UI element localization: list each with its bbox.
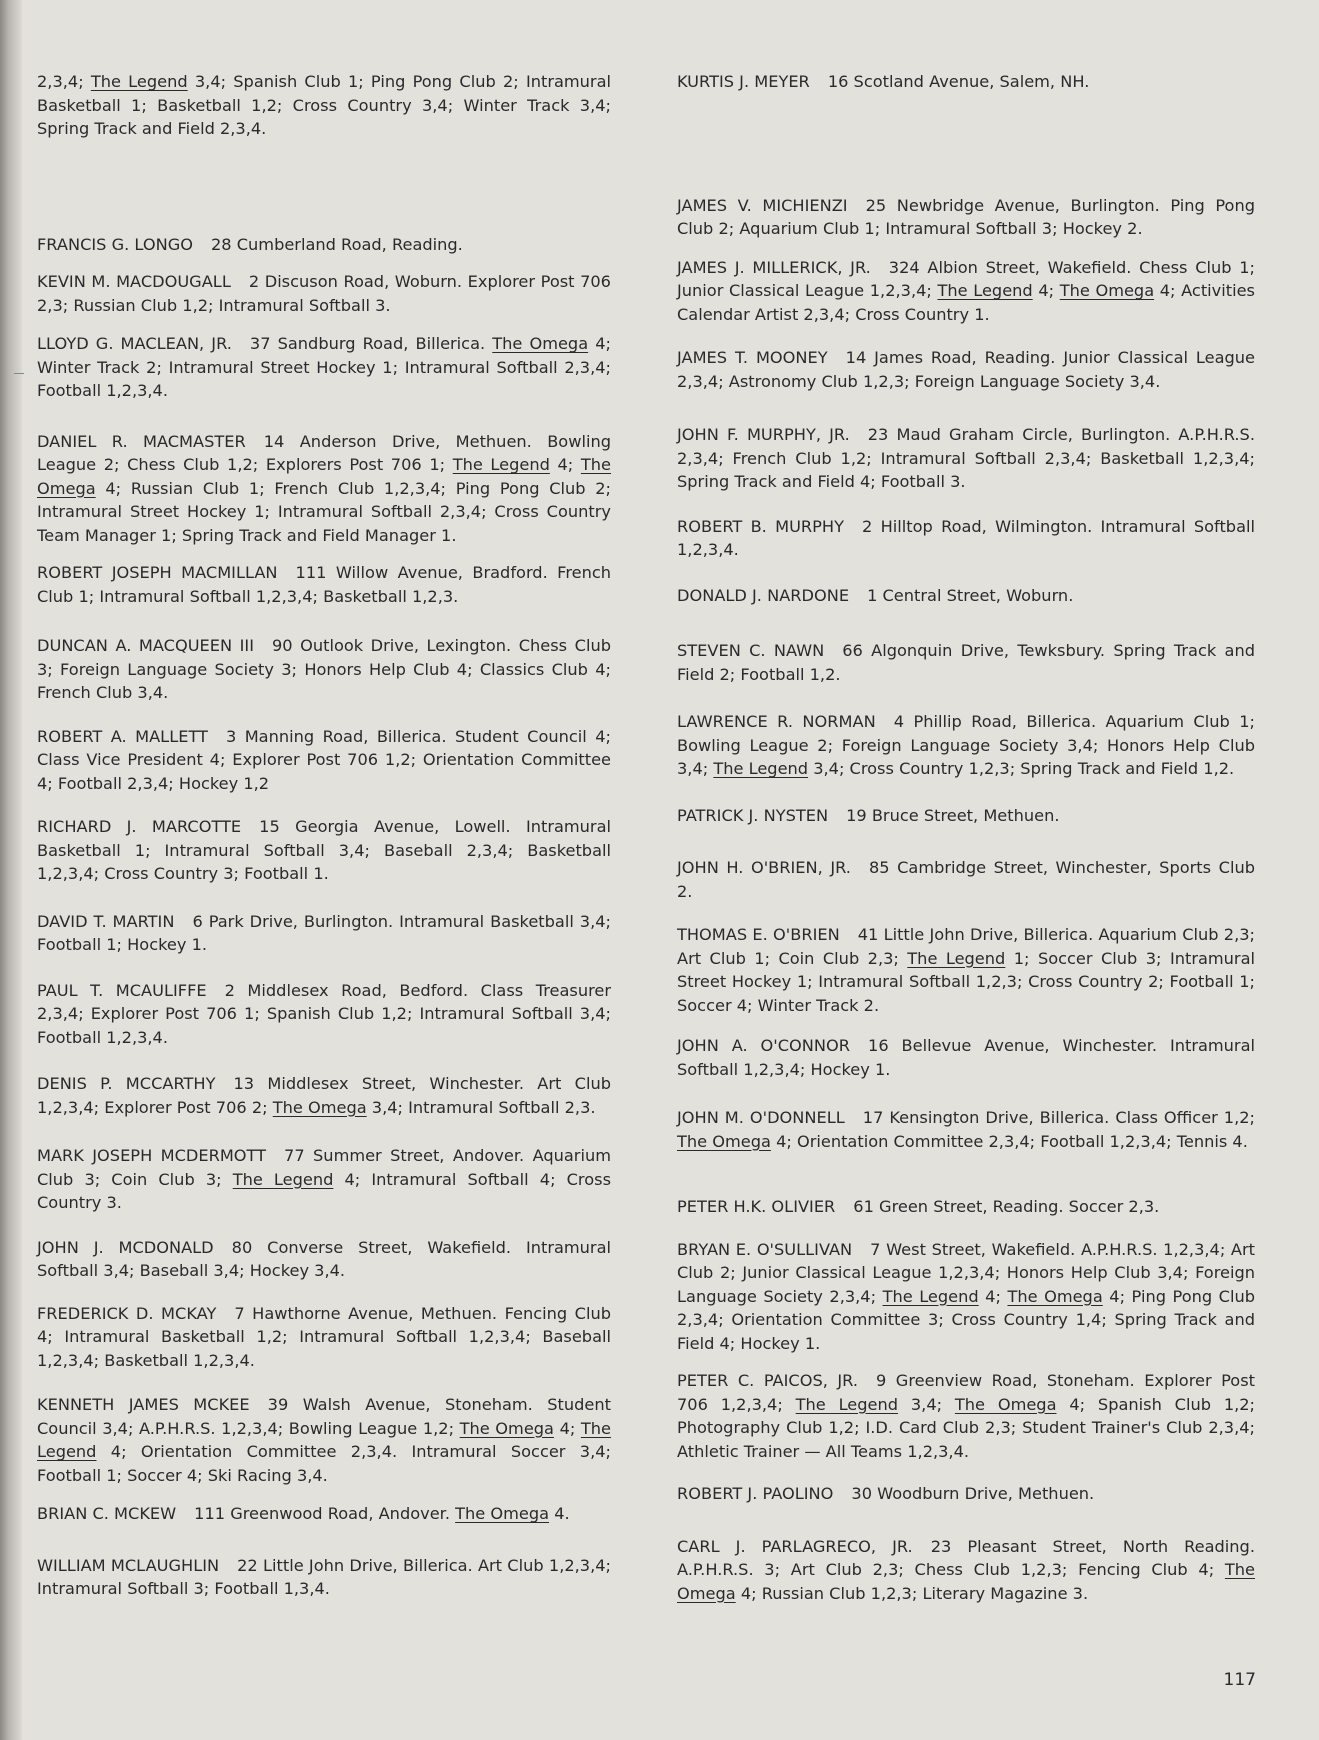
publication-title: The Omega <box>455 1504 550 1523</box>
right-column <box>677 70 1255 1605</box>
student-name: CARL J. PARLAGRECO, JR. <box>677 1536 913 1556</box>
student-name: PATRICK J. NYSTEN <box>677 805 829 825</box>
student-entry: DENIS P. MCCARTHY 13 Middlesex Street, Winchester. Art Club 1,2,3,4; Explorer Post 706 2; The Omega 3,4; Intramural Softball 2,3. <box>37 1074 611 1117</box>
student-entry: DAVID T. MARTIN 6 Park Drive, Burlington. Intramural Basketball 3,4; Football 1; Hockey 1. <box>37 911 612 954</box>
publication-title: The Legend <box>90 72 188 91</box>
student-name: PAUL T. MCAULIFFE <box>37 980 207 1000</box>
student-name: DANIEL R. MACMASTER <box>37 431 246 451</box>
publication-title: The Legend <box>232 1169 334 1189</box>
publication-title: The Legend <box>795 1394 899 1414</box>
publication-title: The Legend <box>882 1286 979 1306</box>
student-entry: JOHN H. O'BRIEN, JR. 85 Cambridge Street, Winchester, Sports Club 2. <box>677 858 1255 901</box>
margin-mark <box>14 373 24 374</box>
student-name: FRANCIS G. LONGO <box>37 234 193 254</box>
student-name: DONALD J. NARDONE <box>677 585 850 605</box>
page-number: 117 <box>1223 1670 1256 1690</box>
publication-title: The Legend <box>907 948 1006 968</box>
publication-title: The Omega <box>1007 1286 1103 1306</box>
student-name: JAMES T. MOONEY <box>677 348 828 367</box>
student-name: JOHN M. O'DONNELL <box>677 1108 845 1127</box>
student-entry: JAMES T. MOONEY 14 James Road, Reading. Junior Classical League 2,3,4; Astronomy Club 1,2,3; Foreign Language Society 3,4. <box>677 348 1255 391</box>
student-entry: DANIEL R. MACMASTER 14 Anderson Drive, Methuen. Bowling League 2; Chess Club 1,2; Explorers Post 706 1; The Legend 4; The Omega 4; Russian Club 1; French Club 1,2,3,4; Ping Pong Club 2; Intramural Street Hockey 1; Intramural Softball 2,3,4; Cross Country Team Manager 1; Spring Track and Field Manager 1. <box>37 431 611 545</box>
student-name: KEVIN M. MACDOUGALL <box>37 272 231 291</box>
publication-title: The Omega <box>37 455 611 498</box>
student-name: LAWRENCE R. NORMAN <box>677 712 876 731</box>
student-entry: BRIAN C. MCKEW 111 Greenwood Road, Andover. The Omega 4. <box>37 1504 570 1523</box>
publication-title: The Omega <box>1059 281 1155 300</box>
student-entry: PATRICK J. NYSTEN 19 Bruce Street, Methuen. <box>677 805 1060 825</box>
student-name: ROBERT JOSEPH MACMILLAN <box>37 563 278 582</box>
publication-title: The Omega <box>459 1418 554 1438</box>
student-entry: JOHN J. MCDONALD 80 Converse Street, Wakefield. Intramural Softball 3,4; Baseball 3,4; Hockey 3,4. <box>37 1237 611 1280</box>
left-column <box>37 70 611 1601</box>
publication-title: The Omega <box>954 1394 1057 1414</box>
publication-title: The Omega <box>677 1560 1255 1603</box>
student-entry: KURTIS J. MEYER 16 Scotland Avenue, Salem, NH. <box>677 72 1090 91</box>
student-entry: JAMES V. MICHIENZI 25 Newbridge Avenue, Burlington. Ping Pong Club 2; Aquarium Club 1; Intramural Softball 3; Hockey 2. <box>677 195 1255 238</box>
publication-title: The Omega <box>272 1097 367 1117</box>
student-name: ROBERT B. MURPHY <box>677 516 844 536</box>
student-entry: LLOYD G. MACLEAN, JR. 37 Sandburg Road, Billerica. The Omega 4; Winter Track 2; Intramural Street Hockey 1; Intramural Softball 2,3,4; Football 1,2,3,4. <box>37 334 611 400</box>
student-entry: JAMES J. MILLERICK, JR. 324 Albion Street, Wakefield. Chess Club 1; Junior Classical League 1,2,3,4; The Legend 4; The Omega 4; Activities Calendar Artist 2,3,4; Cross Country 1. <box>677 257 1255 324</box>
student-entry: FRANCIS G. LONGO 28 Cumberland Road, Reading. <box>37 234 463 254</box>
student-name: JOHN A. O'CONNOR <box>677 1036 851 1055</box>
student-name: RICHARD J. MARCOTTE <box>37 817 242 836</box>
student-entry: FREDERICK D. MCKAY 7 Hawthorne Avenue, Methuen. Fencing Club 4; Intramural Basketball 1,2; Intramural Softball 1,2,3,4; Baseball 1,2,3,4; Basketball 1,2,3,4. <box>37 1303 611 1370</box>
student-name: JOHN F. MURPHY, JR. <box>677 425 850 444</box>
student-name: STEVEN C. NAWN <box>677 641 825 660</box>
student-name: JAMES J. MILLERICK, JR. <box>677 257 871 277</box>
student-name: DENIS P. MCCARTHY <box>37 1074 216 1093</box>
student-name: LLOYD G. MACLEAN, JR. <box>37 334 232 353</box>
student-name: KENNETH JAMES MCKEE <box>37 1395 250 1414</box>
student-entry: KEVIN M. MACDOUGALL 2 Discuson Road, Woburn. Explorer Post 706 2,3; Russian Club 1,2; Intramural Softball 3. <box>37 272 611 315</box>
publication-title: The Legend <box>37 1418 612 1461</box>
student-entry: ROBERT J. PAOLINO 30 Woodburn Drive, Methuen. <box>677 1484 1095 1503</box>
student-name: FREDERICK D. MCKAY <box>37 1303 217 1323</box>
student-entry: WILLIAM MCLAUGHLIN 22 Little John Drive, Billerica. Art Club 1,2,3,4; Intramural Softball 3; Football 1,3,4. <box>37 1555 611 1598</box>
student-name: WILLIAM MCLAUGHLIN <box>37 1555 220 1575</box>
page-binding-shadow <box>0 0 22 1740</box>
student-entry: MARK JOSEPH MCDERMOTT 77 Summer Street, Andover. Aquarium Club 3; Coin Club 3; The Legend 4; Intramural Softball 4; Cross Country 3. <box>37 1146 612 1212</box>
student-entry: PETER H.K. OLIVIER 61 Green Street, Reading. Soccer 2,3. <box>677 1197 1160 1216</box>
student-entry: 2,3,4; The Legend 3,4; Spanish Club 1; Ping Pong Club 2; Intramural Basketball 1; Basketball 1,2; Cross Country 3,4; Winter Track 3,4; Spring Track and Field 2,3,4. <box>37 72 612 138</box>
student-entry: JOHN M. O'DONNELL 17 Kensington Drive, Billerica. Class Officer 1,2; The Omega 4; Orientation Committee 2,3,4; Football 1,2,3,4; Tennis 4. <box>677 1108 1255 1151</box>
student-name: ROBERT A. MALLETT <box>37 726 208 746</box>
student-name: KURTIS J. MEYER <box>677 72 810 91</box>
student-name: ROBERT J. PAOLINO <box>677 1484 834 1503</box>
publication-title: The Omega <box>677 1131 771 1151</box>
student-name: PETER C. PAICOS, JR. <box>677 1371 858 1390</box>
student-entry: DONALD J. NARDONE 1 Central Street, Woburn. <box>677 585 1074 605</box>
student-name: BRYAN E. O'SULLIVAN <box>677 1239 853 1259</box>
student-name: DAVID T. MARTIN <box>37 911 175 931</box>
student-entry: ROBERT A. MALLETT 3 Manning Road, Billerica. Student Council 4; Class Vice President 4; Explorer Post 706 1,2; Orientation Committee 4; Football 2,3,4; Hockey 1,2 <box>37 726 611 793</box>
student-entry: DUNCAN A. MACQUEEN III 90 Outlook Drive, Lexington. Chess Club 3; Foreign Language Society 3; Honors Help Club 4; Classics Club 4; French Club 3,4. <box>37 636 611 702</box>
student-name: JAMES V. MICHIENZI <box>677 195 848 215</box>
publication-title: The Legend <box>937 281 1033 300</box>
student-entry: PETER C. PAICOS, JR. 9 Greenview Road, Stoneham. Explorer Post 706 1,2,3,4; The Legend 3,4; The Omega 4; Spanish Club 1,2; Photography Club 1,2; I.D. Card Club 2,3; Student Trainer's Club 2,3,4; Athletic Trainer — All Teams 1,2,3,4. <box>677 1371 1256 1461</box>
student-entry: ROBERT JOSEPH MACMILLAN 111 Willow Avenue, Bradford. French Club 1; Intramural Softball 1,2,3,4; Basketball 1,2,3. <box>37 563 611 606</box>
publication-title: The Legend <box>713 759 809 778</box>
student-entry: KENNETH JAMES MCKEE 39 Walsh Avenue, Stoneham. Student Council 3,4; A.P.H.R.S. 1,2,3,4; Bowling League 1,2; The Omega 4; The Legend 4; Orientation Committee 2,3,4. Intramural Soccer 3,4; Football 1; Soccer 4; Ski Racing 3,4. <box>37 1395 612 1485</box>
publication-title: The Legend <box>452 455 550 474</box>
student-name: THOMAS E. O'BRIEN <box>677 925 840 944</box>
student-entry: PAUL T. MCAULIFFE 2 Middlesex Road, Bedford. Class Treasurer 2,3,4; Explorer Post 706 1; Spanish Club 1,2; Intramural Softball 3,4; Football 1,2,3,4. <box>37 980 611 1047</box>
student-entry: STEVEN C. NAWN 66 Algonquin Drive, Tewksbury. Spring Track and Field 2; Football 1,2. <box>677 641 1255 684</box>
student-entry: LAWRENCE R. NORMAN 4 Phillip Road, Billerica. Aquarium Club 1; Bowling League 2; Foreign Language Society 3,4; Honors Help Club 3,4; The Legend 3,4; Cross Country 1,2,3; Spring Track and Field 1,2. <box>677 712 1255 778</box>
student-name: MARK JOSEPH MCDERMOTT <box>37 1146 267 1165</box>
student-name: JOHN H. O'BRIEN, JR. <box>677 858 851 877</box>
student-entry: THOMAS E. O'BRIEN 41 Little John Drive, Billerica. Aquarium Club 2,3; Art Club 1; Coin Club 2,3; The Legend 1; Soccer Club 3; Intramural Street Hockey 1; Intramural Softball 1,2,3; Cross Country 2; Football 1; Soccer 4; Winter Track 2. <box>677 925 1256 1015</box>
student-entry: ROBERT B. MURPHY 2 Hilltop Road, Wilmington. Intramural Softball 1,2,3,4. <box>677 516 1255 559</box>
student-name: BRIAN C. MCKEW <box>37 1504 177 1523</box>
publication-title: The Omega <box>492 334 589 353</box>
student-name: DUNCAN A. MACQUEEN III <box>37 636 254 655</box>
student-name: PETER H.K. OLIVIER <box>677 1197 836 1216</box>
student-entry: RICHARD J. MARCOTTE 15 Georgia Avenue, Lowell. Intramural Basketball 1; Intramural Softball 3,4; Baseball 2,3,4; Basketball 1,2,3,4; Cross Country 3; Football 1. <box>37 817 611 883</box>
student-entry: JOHN A. O'CONNOR 16 Bellevue Avenue, Winchester. Intramural Softball 1,2,3,4; Hockey 1. <box>677 1036 1256 1079</box>
student-entry: CARL J. PARLAGRECO, JR. 23 Pleasant Street, North Reading. A.P.H.R.S. 3; Art Club 2,3; Chess Club 1,2,3; Fencing Club 4; The Omega 4; Russian Club 1,2,3; Literary Magazine 3. <box>677 1536 1255 1603</box>
student-name: JOHN J. MCDONALD <box>37 1237 214 1257</box>
student-entry: BRYAN E. O'SULLIVAN 7 West Street, Wakefield. A.P.H.R.S. 1,2,3,4; Art Club 2; Junior Classical League 1,2,3,4; Honors Help Club 3,4; Foreign Language Society 2,3,4; The Legend 4; The Omega 4; Ping Pong Club 2,3,4; Orientation Committee 3; Cross Country 1,4; Spring Track and Field 4; Hockey 1. <box>677 1239 1255 1353</box>
student-entry: JOHN F. MURPHY, JR. 23 Maud Graham Circle, Burlington. A.P.H.R.S. 2,3,4; French Club 1,2; Intramural Softball 2,3,4; Basketball 1,2,3,4; Spring Track and Field 4; Football 3. <box>677 425 1255 491</box>
